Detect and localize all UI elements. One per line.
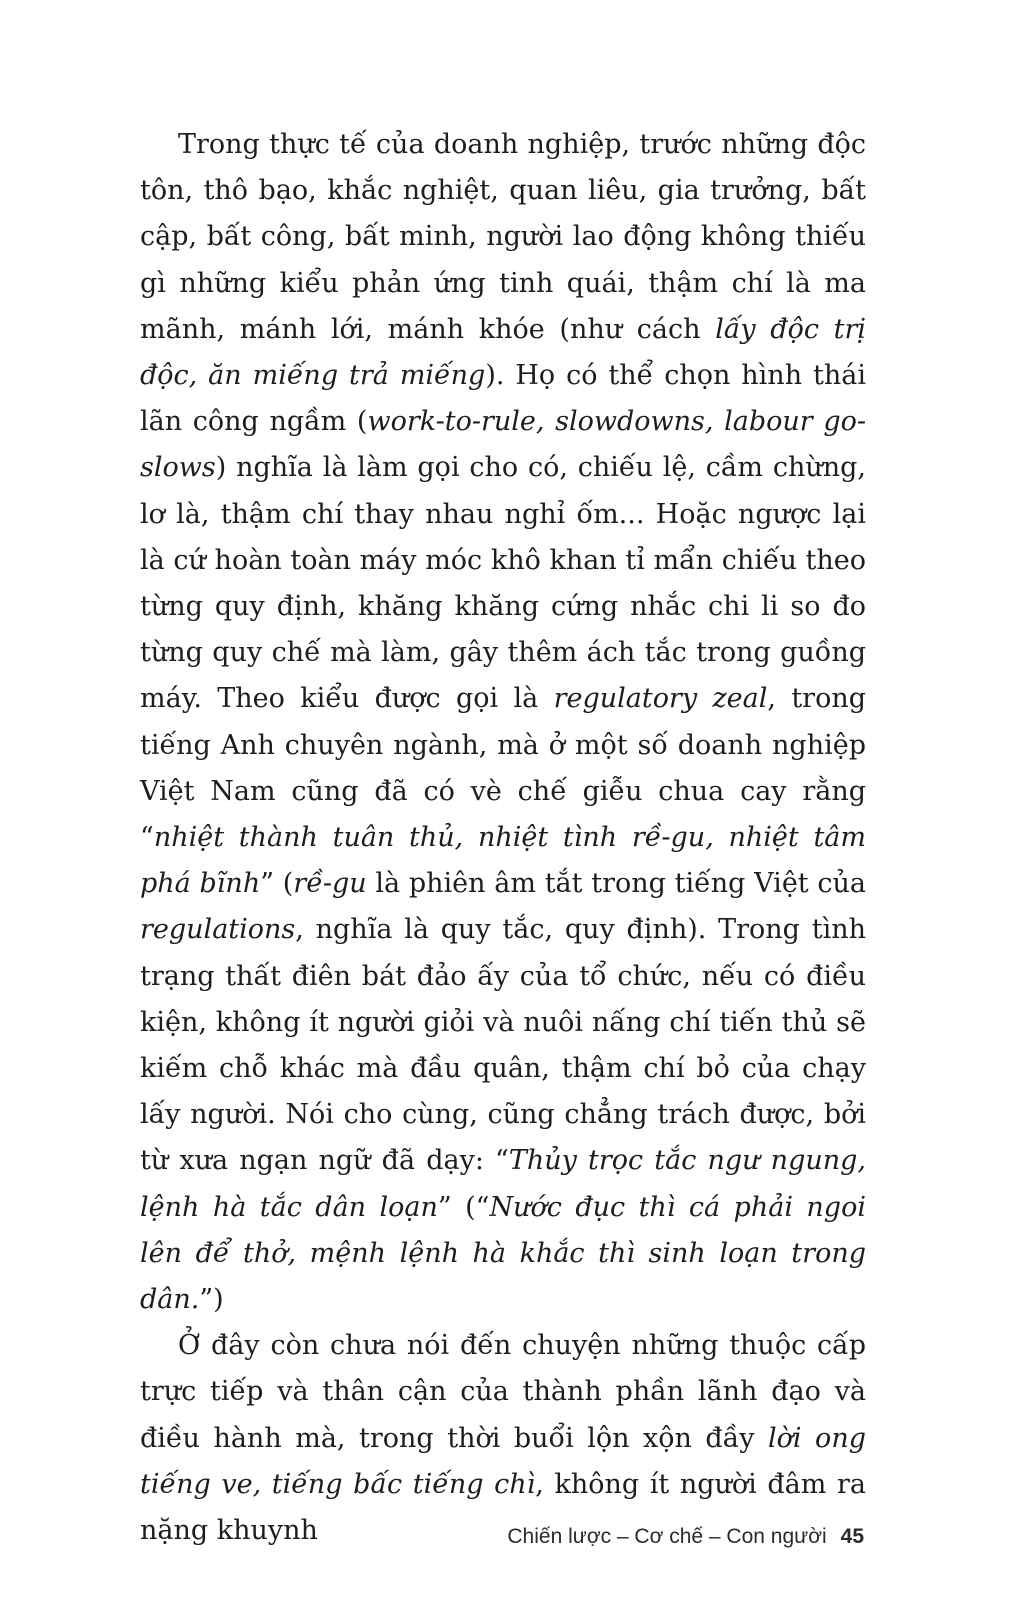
page-footer	[507, 1525, 864, 1549]
italic-text-segment: nhiệt thành tuân thủ, nhiệt tình rề-gu, nhiệt tâm phá bĩnh	[140, 822, 866, 900]
text-segment: Trong thực tế của doanh nghiệp, trước những độc tôn, thô bạo, khắc nghiệt, quan liêu, gia trưởng, bất cập, bất công, bất minh, người lao động không thiếu gì những kiểu phản ứng tinh quái, thậm chí là ma mãnh, mánh lới, mánh khóe (như cách	[140, 129, 866, 345]
italic-text-segment: regulations	[140, 914, 296, 946]
text-segment: ). Họ có thể chọn hình thái lãn công ngầm (	[140, 360, 866, 438]
italic-text-segment: work-to-rule, slowdowns, labour go-slows	[140, 406, 866, 484]
italic-text-segment: rề-gu	[293, 868, 367, 900]
italic-text-segment: Nước đục thì cá phải ngoi lên để thở, mệnh lệnh hà khắc thì sinh loạn trong dân.	[140, 1191, 866, 1316]
text-segment: ” (“	[437, 1191, 490, 1223]
paragraph-1	[140, 122, 866, 1323]
text-segment: , không ít người đâm ra nặng khuynh	[140, 1468, 866, 1547]
body-text	[140, 122, 866, 1554]
paragraph-2	[140, 1323, 866, 1554]
text-segment: , nghĩa là quy tắc, quy định). Trong tình trạng thất điên bát đảo ấy của tổ chức, nếu có điều kiện, không ít người giỏi và nuôi nấng chí tiến thủ sẽ kiếm chỗ khác mà đầu quân, thậm chí bỏ của chạy lấy người. Nói cho cùng, cũng chẳng trách được, bởi từ xưa ngạn ngữ đã dạy: “	[140, 914, 866, 1177]
text-segment: Ở đây còn chưa nói đến chuyện những thuộc cấp trực tiếp và thân cận của thành phần lãnh đạo và điều hành mà, trong thời buổi lộn xộn đầy	[140, 1330, 866, 1454]
italic-text-segment: Thủy trọc tắc ngư ngung, lệnh hà tắc dân loạn	[140, 1145, 866, 1223]
running-footer-title: Chiến lược – Cơ chế – Con người	[507, 1525, 827, 1548]
italic-text-segment: lời ong tiếng ve, tiếng bấc tiếng chì	[140, 1422, 866, 1500]
text-segment: ”)	[199, 1284, 224, 1316]
text-segment: ) nghĩa là làm gọi cho có, chiếu lệ, cầm chừng, lơ là, thậm chí thay nhau nghỉ ốm... Hoặc ngược lại là cứ hoàn toàn máy móc khô khan tỉ mẩn chiếu theo từng quy định, khăng khăng cứng nhắc chi li so đo từng quy chế mà làm, gây thêm ách tắc trong guồng máy. Theo kiểu được gọi là	[140, 452, 866, 715]
text-segment: là phiên âm tắt trong tiếng Việt của	[366, 868, 866, 900]
italic-text-segment: lấy độc trị độc, ăn miếng trả miếng	[140, 313, 866, 392]
text-segment: ” (	[260, 868, 294, 900]
text-segment: , trong tiếng Anh chuyên ngành, mà ở một số doanh nghiệp Việt Nam cũng đã có vè chế giễu chua cay rằng “	[140, 683, 867, 854]
page-number: 45	[840, 1525, 864, 1548]
italic-text-segment: regulatory zeal	[553, 683, 768, 715]
